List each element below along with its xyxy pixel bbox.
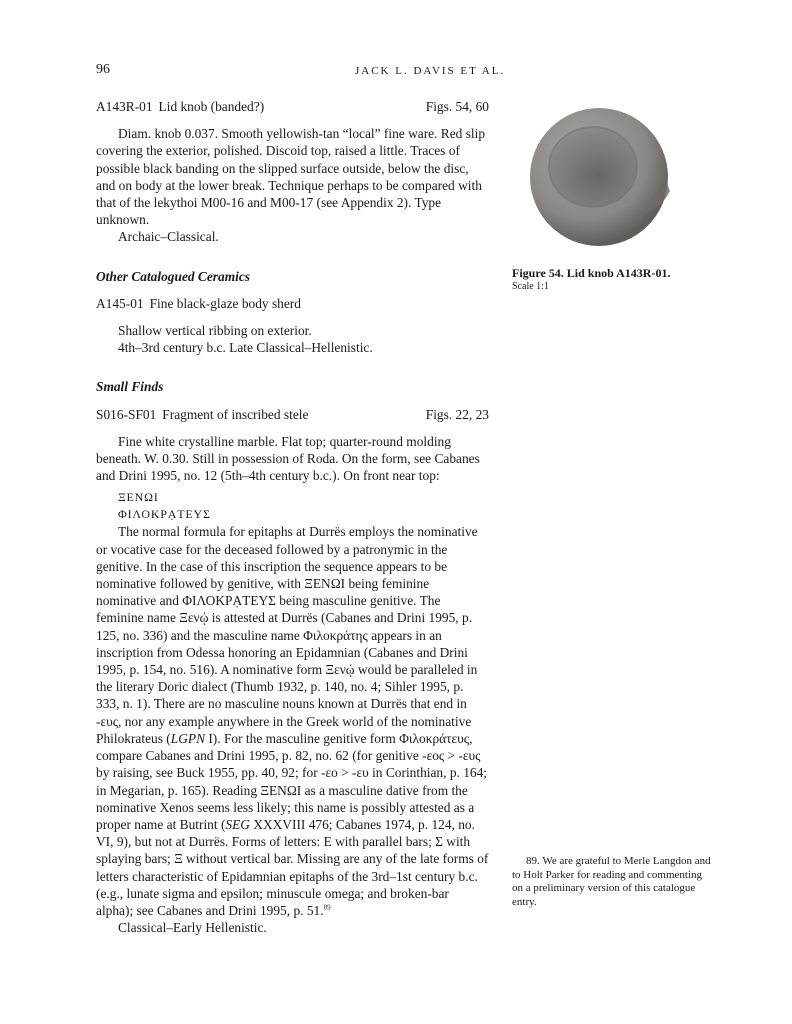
main-column <box>96 98 489 936</box>
catalogue-id: A145-01 <box>96 295 144 311</box>
entry-date: Classical–Early Hellenistic. <box>118 920 267 936</box>
running-head: JACK L. DAVIS ET AL. <box>355 65 506 77</box>
section-heading-other-ceramics: Other Catalogued Ceramics <box>96 268 250 284</box>
entry-title: Fragment of inscribed stele <box>162 406 309 422</box>
section-heading-small-finds: Small Finds <box>96 379 164 395</box>
page-number: 96 <box>96 62 110 77</box>
figure-reference: Figs. 22, 23 <box>425 406 489 422</box>
entry-description: Shallow vertical ribbing on exterior. <box>118 323 312 339</box>
entry-heading-a143r <box>96 98 489 115</box>
catalogue-id: S016-SF01 <box>96 406 157 422</box>
entry-heading-s016 <box>96 406 489 423</box>
footnote-89 <box>512 855 712 909</box>
figure-caption-title: Figure 54. Lid knob A143R-01. <box>512 266 671 280</box>
entry-description: Diam. knob 0.037. Smooth yellowish-tan “local” fine ware. Red slip covering the exterior, polished. Discoid top, raised a little. Traces of possible black banding on the slipped surface outside, below the disc, and on body at the lower break. Technique perhaps to be compared with that of the lekythoi M00-16 and M00-17 (see Appendix 2). Type unknown. <box>96 126 486 228</box>
figure-reference: Figs. 54, 60 <box>425 99 489 114</box>
catalogue-id: A143R-01 <box>96 99 153 114</box>
inscription-line-2: ΦΙΛΟΚΡẠΤΕΥΣ <box>118 507 211 522</box>
entry-description: Fine white crystalline marble. Flat top; quarter-round molding beneath. W. 0.30. Still in possession of Roda. On the form, see Cabanes and Drini 1995, no. 12 (5th–4th century b.c.). On front near top: <box>96 433 480 484</box>
entry-date: 4th–3rd century b.c. Late Classical–Hellenistic. <box>118 340 373 356</box>
figure-caption-scale: Scale 1:1 <box>512 281 549 292</box>
commentary-paragraph: The normal formula for epitaphs at Durrës employs the nominative or vocative case for the deceased followed by a patronymic in the genitive. In the case of this inscription the sequence appears to be nominative followed by genitive, with ΞΕΝΩΙ being feminine nominative and ΦΙΛΟΚΡẠΤΕΥΣ being masculine genitive. The feminine name Ξενῴ is attested at Durrës (Cabanes and Drini 1995, p. 125, no. 336) and the masculine name Φιλοκράτης appears in an inscription from Odessa honoring an Epidamnian (Cabanes and Drini 1995, p. 154, no. 516). A nominative form Ξενῴ would be paralleled in the literary Doric dialect (Thumb 1932, p. 140, no. 4; Sihler 1995, p. 333, n. 1). There are no masculine nouns known at Durrës that end in -ευς, nor any example anywhere in the Greek world of the nominative Philokrateus (LGPN I). For the masculine genitive form Φιλοκράτευς, compare Cabanes and Drini 1995, p. 82, no. 62 (for genitive -εος > -ευς by raising, see Buck 1955, pp. 40, 92; for -εο > -ευ in Corinthian, p. 164; in Megarian, p. 165). Reading ΞΕΝΩΙ as a masculine dative from the nominative Xenos seems less likely; this name is possibly attested as a proper name at Butrint (SEG XXXVIII 476; Cabanes 1974, p. 124, no. VI, 9), but not at Durrës. Forms of letters: Ε with parallel bars; Σ with splaying bars; Ξ without vertical bar. Missing are any of the late forms of letters characteristic of Epidamnian epitaphs of the 3rd–1st century b.c. (e.g., lunate sigma and epsilon; minuscule omega; and broken-bar alpha); see Cabanes and Drini 1995, p. 51.89 <box>96 524 489 918</box>
entry-title: Lid knob (banded?) <box>158 99 265 114</box>
footnote-text: We are grateful to Merle Langdon and to Holt Parker for reading and commenting on a preliminary version of this catalogue entry. <box>512 855 711 908</box>
entry-title: Fine black-glaze body sherd <box>149 295 301 311</box>
lid-knob-photo <box>527 103 672 248</box>
footnote-number: 89. <box>526 855 540 867</box>
footnote-reference[interactable]: 89 <box>323 903 331 912</box>
figure-caption <box>512 266 702 293</box>
entry-date: Archaic–Classical. <box>118 229 219 245</box>
entry-heading-a145 <box>96 295 489 312</box>
inscription-line-1: ΞΕΝΩΙ <box>118 490 159 505</box>
